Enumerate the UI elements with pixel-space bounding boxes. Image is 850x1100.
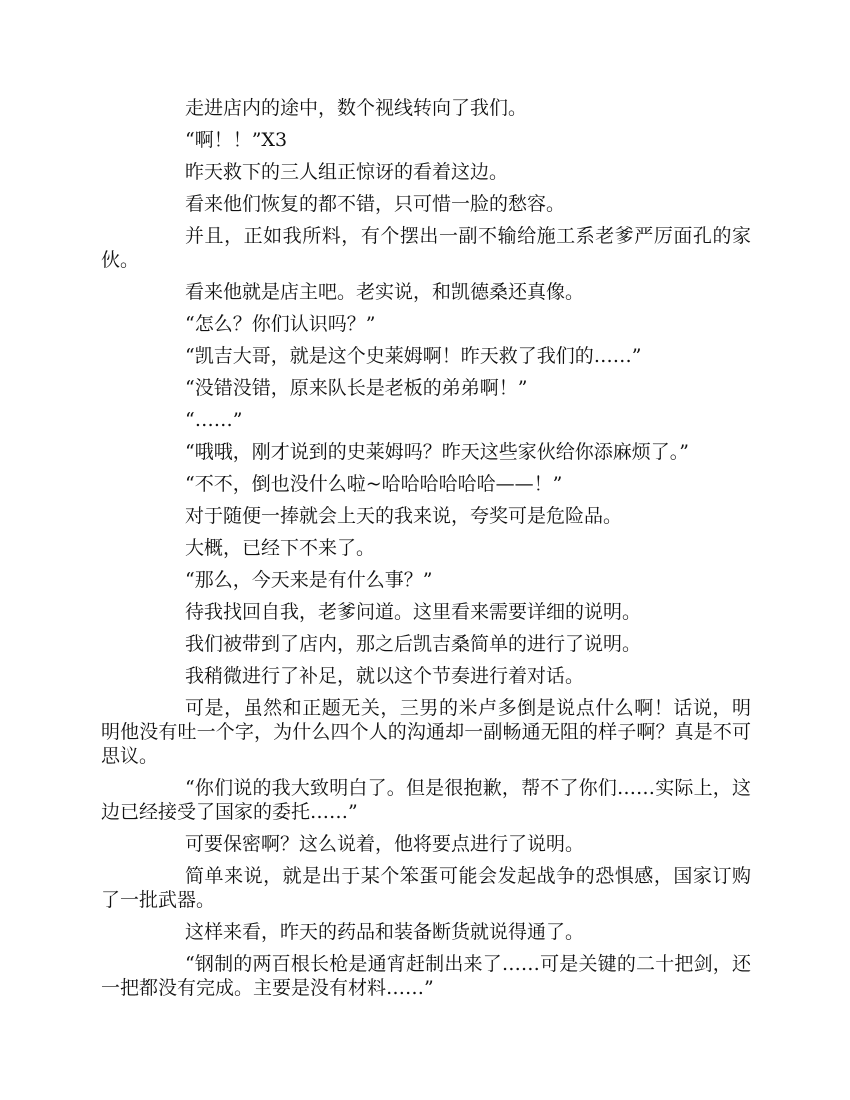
paragraph: 我稍微进行了补足，就以这个节奏进行着对话。 bbox=[185, 665, 585, 687]
paragraph: “……” bbox=[185, 409, 243, 431]
paragraph: “啊！！”X3 bbox=[185, 129, 288, 151]
paragraph: 走进店内的途中，数个视线转向了我们。 bbox=[185, 97, 528, 119]
paragraph: “钢制的两百根长枪是通宵赶制出来了……可是关键的二十把剑，还一把都没有完成。主要是没有材料……” bbox=[101, 953, 751, 999]
paragraph: “凯吉大哥，就是这个史莱姆啊！昨天救了我们的……” bbox=[185, 345, 642, 367]
paragraph: “那么，今天来是有什么事？” bbox=[185, 569, 433, 591]
paragraph: 对于随便一捧就会上天的我来说，夸奖可是危险品。 bbox=[185, 505, 623, 527]
paragraph: 我们被带到了店内，那之后凯吉桑简单的进行了说明。 bbox=[185, 633, 642, 655]
paragraph: “没错没错，原来队长是老板的弟弟啊！” bbox=[185, 377, 528, 399]
paragraph: 看来他就是店主吧。老实说，和凯德桑还真像。 bbox=[185, 281, 585, 303]
paragraph: 这样来看，昨天的药品和装备断货就说得通了。 bbox=[185, 921, 585, 943]
paragraph: 看来他们恢复的都不错，只可惜一脸的愁容。 bbox=[185, 193, 566, 215]
paragraph: 待我找回自我，老爹问道。这里看来需要详细的说明。 bbox=[185, 601, 642, 623]
paragraph: 可是，虽然和正题无关，三男的米卢多倒是说点什么啊！话说，明明他没有吐一个字，为什么四个人的沟通却一副畅通无阻的样子啊？真是不可思议。 bbox=[101, 697, 751, 767]
document-body bbox=[101, 96, 751, 1008]
paragraph: “你们说的我大致明白了。但是很抱歉，帮不了你们……实际上，这边已经接受了国家的委托……” bbox=[101, 777, 751, 823]
paragraph: 大概，已经下不来了。 bbox=[185, 537, 376, 559]
paragraph: “哦哦，刚才说到的史莱姆吗？昨天这些家伙给你添麻烦了。” bbox=[185, 441, 689, 463]
paragraph: 并且，正如我所料，有个摆出一副不输给施工系老爹严厉面孔的家伙。 bbox=[101, 225, 751, 271]
paragraph: 昨天救下的三人组正惊讶的看着这边。 bbox=[185, 161, 509, 183]
paragraph: “怎么？你们认识吗？” bbox=[185, 313, 376, 335]
paragraph: 简单来说，就是出于某个笨蛋可能会发起战争的恐惧感，国家订购了一批武器。 bbox=[101, 865, 751, 911]
paragraph: “不不，倒也没什么啦~哈哈哈哈哈哈——！” bbox=[185, 473, 563, 495]
paragraph: 可要保密啊？这么说着，他将要点进行了说明。 bbox=[185, 833, 585, 855]
